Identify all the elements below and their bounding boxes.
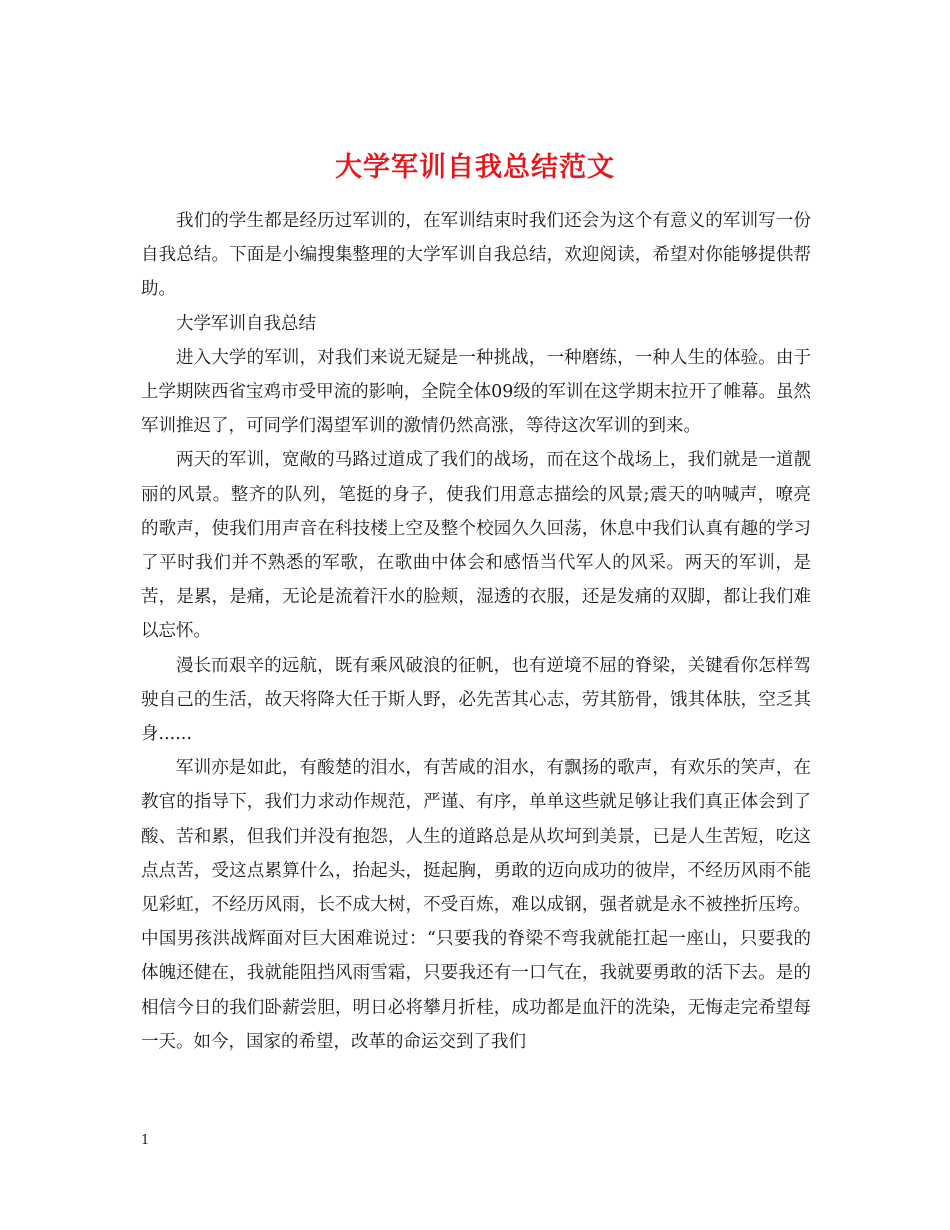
paragraph-2: 两天的军训，宽敞的马路过道成了我们的战场，而在这个战场上，我们就是一道靓丽的风景。整齐的队列，笔挺的身子，使我们用意志描绘的风景;震天的呐喊声，嘹亮的歌声，使我们用声音在科技楼上空及整个校园久久回荡，休息中我们认真有趣的学习了平时我们并不熟悉的军歌，在歌曲中体会和感悟当代军人的风采。两天的军训，是苦，是累，是痛，无论是流着汗水的脸颊，湿透的衣服，还是发痛的双脚，都让我们难以忘怀。 — [141, 450, 811, 642]
paragraph-3: 漫长而艰辛的远航，既有乘风破浪的征帆，也有逆境不屈的脊梁，关键看你怎样驾驶自己的生活，故天将降大任于斯人野，必先苦其心志，劳其筋骨，饿其体肤，空乏其身...... — [141, 655, 811, 745]
document-title: 大学军训自我总结范文 — [335, 152, 615, 184]
paragraph-intro: 我们的学生都是经历过军训的，在军训结束时我们还会为这个有意义的军训写一份自我总结。下面是小编搜集整理的大学军训自我总结，欢迎阅读，希望对你能够提供帮助。 — [141, 211, 811, 300]
paragraph-subheading: 大学军训自我总结 — [176, 313, 316, 334]
page-number: 1 — [141, 1133, 150, 1148]
paragraph-1: 进入大学的军训，对我们来说无疑是一种挑战，一种磨练，一种人生的体验。由于上学期陕西省宝鸡市受甲流的影响，全院全体09级的军训在这学期末拉开了帷幕。虽然军训推迟了，可同学们渴望军训的激情仍然高涨，等待这次军训的到来。 — [141, 347, 811, 437]
paragraph-4: 军训亦是如此，有酸楚的泪水，有苦咸的泪水，有飘扬的歌声，有欢乐的笑声，在教官的指导下，我们力求动作规范，严谨、有序，单单这些就足够让我们真正体会到了酸、苦和累，但我们并没有抱怨，人生的道路总是从坎坷到美景，已是人生苦短，吃这点点苦，受这点累算什么，抬起头，挺起胸，勇敢的迈向成功的彼岸，不经历风雨不能见彩虹，不经历风雨，长不成大树，不受百炼，难以成钢，强者就是永不被挫折压垮。中国男孩洪战辉面对巨大困难说过：“只要我的脊梁不弯我就能扛起一座山，只要我的体魄还健在，我就能阻挡风雨雪霜，只要我还有一口气在，我就要勇敢的活下去。是的相信今日的我们卧薪尝胆，明日必将攀月折桂，成功都是血汗的洗染，无悔走完希望每一天。如今，国家的希望，改革的命运交到了我们 — [141, 758, 811, 1052]
document-body — [141, 204, 811, 1059]
